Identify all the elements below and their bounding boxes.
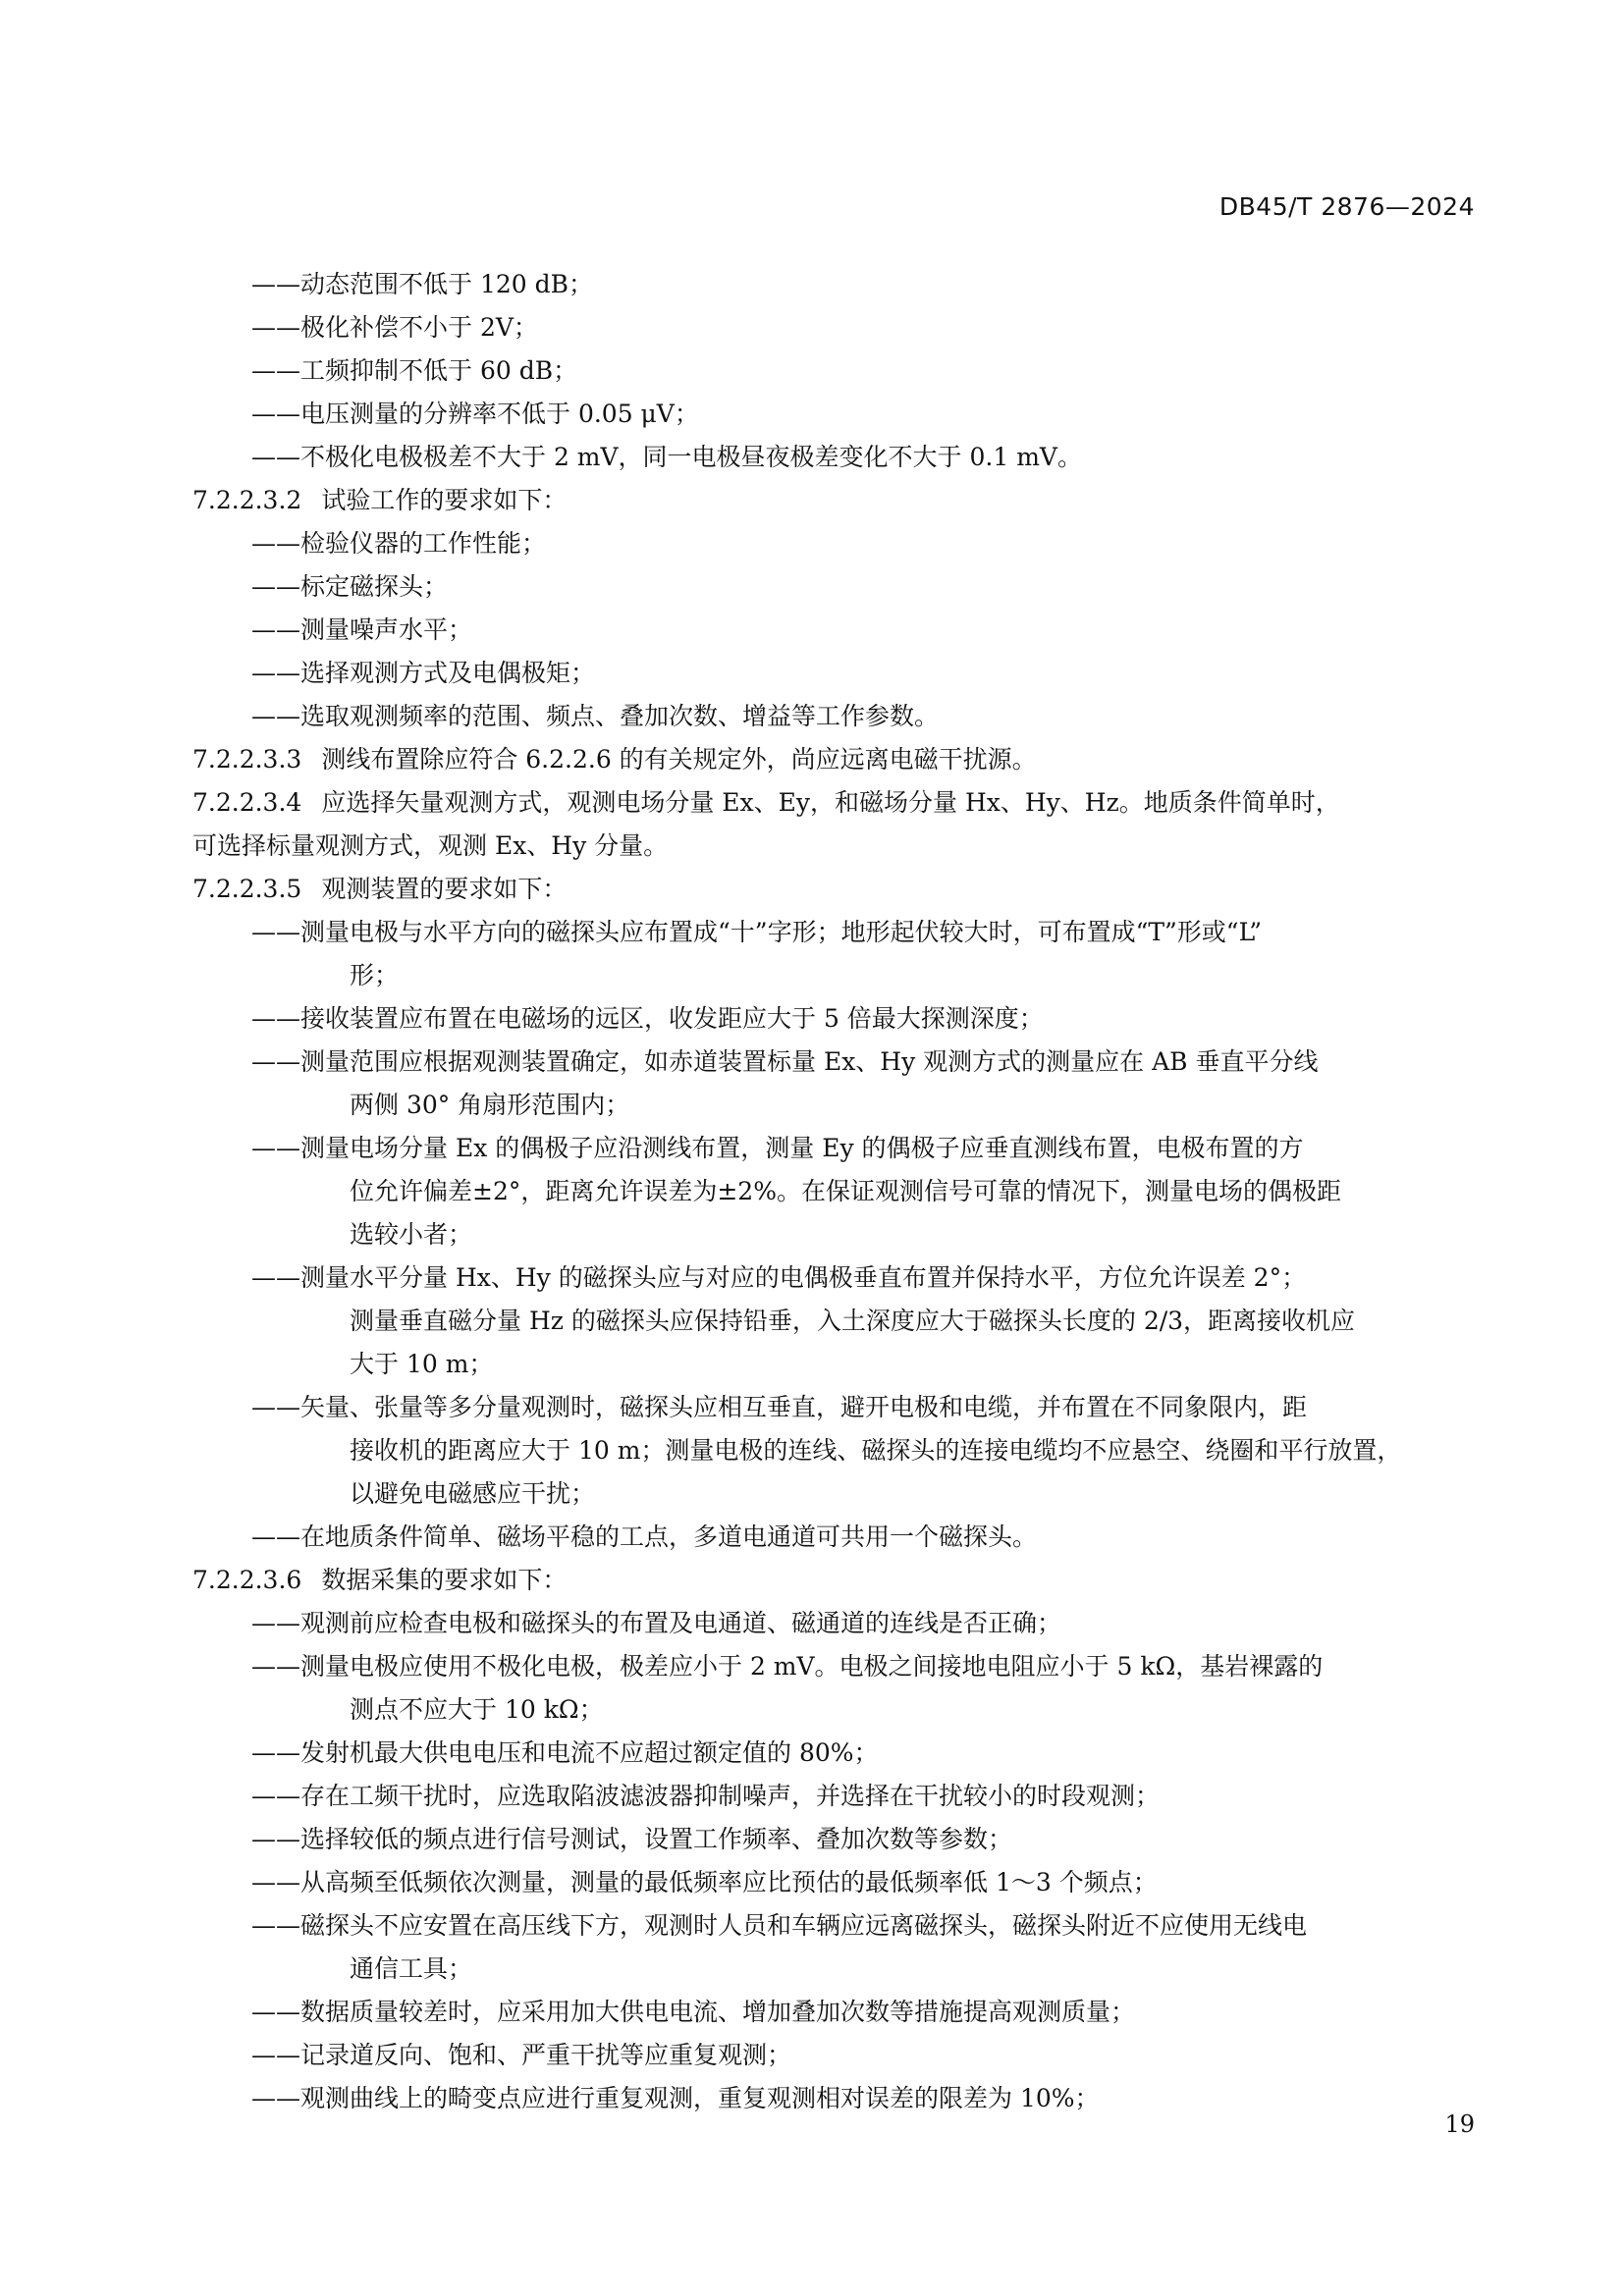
clause-text: 数据采集的要求如下： (321, 1566, 568, 1594)
list-item: ——选取观测频率的范围、频点、叠加次数、增益等工作参数。 (251, 702, 940, 730)
list-item: ——从高频至低频依次测量，测量的最低频率应比预估的最低频率低 1～3 个频点； (251, 1868, 1158, 1896)
list-item-line: ——测量电极与水平方向的磁探头应布置成“十”字形；地形起伏较大时，可布置成“T”形或“L” (251, 918, 1262, 946)
list-item (192, 1256, 1479, 1386)
clause-7-2-2-3-3 (192, 738, 1479, 781)
list-item-continuation: 测量垂直磁分量 Hz 的磁探头应保持铅垂，入土深度应大于磁探头长度的 2/3，距离接收机应 (350, 1307, 1356, 1335)
document-body (192, 263, 1479, 2120)
list-item (192, 1386, 1479, 1516)
clause-number: 7.2.2.3.4 (192, 788, 302, 817)
list-item: ——接收装置应布置在电磁场的远区，收发距应大于 5 倍最大探测深度； (251, 1004, 1044, 1033)
clause-text: 测线布置除应符合 6.2.2.6 的有关规定外，尚应远离电磁干扰源。 (321, 745, 1037, 774)
clause-number: 7.2.2.3.5 (192, 875, 302, 903)
list-item: ——检验仪器的工作性能； (251, 529, 547, 558)
clause-7-2-2-3-6 (192, 1559, 1479, 1602)
list-item: ——动态范围不低于 120 dB； (251, 270, 593, 298)
clause-text: 试验工作的要求如下： (321, 486, 568, 514)
list-item (192, 1645, 1479, 1732)
list-item-line: ——测量范围应根据观测装置确定，如赤道装置标量 Ex、Hy 观测方式的测量应在 AB 垂直平分线 (251, 1047, 1319, 1076)
list-item: ——发射机最大供电电压和电流不应超过额定值的 80%； (251, 1738, 879, 1767)
list-item (192, 1127, 1479, 1256)
clause-text: 观测装置的要求如下： (321, 875, 568, 903)
clause-number: 7.2.2.3.2 (192, 486, 302, 514)
list-item-continuation: 测点不应大于 10 kΩ； (350, 1695, 604, 1724)
list-item (192, 1904, 1479, 1991)
list-item: ——选择观测方式及电偶极矩； (251, 659, 596, 687)
clause-text: 应选择矢量观测方式，观测电场分量 Ex、Ey，和磁场分量 Hx、Hy、Hz。地质条件简单时， (321, 788, 1340, 817)
clause-7-2-2-3-2 (192, 479, 1479, 522)
list-item-continuation: 选较小者； (350, 1220, 473, 1249)
list-item-line: ——磁探头不应安置在高压线下方，观测时人员和车辆应远离磁探头，磁探头附近不应使用无线电 (251, 1911, 1308, 1940)
list-item-continuation: 形； (350, 961, 400, 989)
list-item-line: ——测量电极应使用不极化电极，极差应小于 2 mV。电极之间接地电阻应小于 5 kΩ，基岩裸露的 (251, 1652, 1324, 1681)
clause-number: 7.2.2.3.3 (192, 745, 302, 774)
list-item: ——极化补偿不小于 2V； (251, 313, 538, 342)
clause-7-2-2-3-4 (192, 781, 1479, 825)
list-item-continuation: 两侧 30° 角扇形范围内； (350, 1091, 630, 1119)
list-item-continuation: 通信工具； (350, 1954, 473, 1983)
list-item: ——不极化电极极差不大于 2 mV，同一电极昼夜极差变化不大于 0.1 mV。 (251, 443, 1082, 471)
list-item: ——工频抑制不低于 60 dB； (251, 356, 578, 385)
clause-number: 7.2.2.3.6 (192, 1566, 302, 1594)
list-item: ——存在工频干扰时，应选取陷波滤波器抑制噪声，并选择在干扰较小的时段观测； (251, 1782, 1161, 1810)
list-item (192, 911, 1479, 997)
list-item: ——测量噪声水平； (251, 615, 473, 644)
list-item-continuation: 位允许偏差±2°，距离允许误差为±2%。在保证观测信号可靠的情况下，测量电场的偶极距 (350, 1177, 1341, 1205)
list-item-continuation: 接收机的距离应大于 10 m；测量电极的连线、磁探头的连接电缆均不应悬空、绕圈和平行放置， (350, 1436, 1402, 1465)
document-code: DB45/T 2876—2024 (1218, 192, 1475, 221)
list-item: ——电压测量的分辨率不低于 0.05 μV； (251, 400, 699, 428)
clause-continuation: 可选择标量观测方式，观测 Ex、Hy 分量。 (192, 831, 669, 860)
list-item: ——观测曲线上的畸变点应进行重复观测，重复观测相对误差的限差为 10%； (251, 2084, 1100, 2112)
list-item: ——记录道反向、饱和、严重干扰等应重复观测； (251, 2041, 792, 2069)
clause-7-2-2-3-5 (192, 868, 1479, 911)
list-item-line: ——矢量、张量等多分量观测时，磁探头应相互垂直，避开电极和电缆，并布置在不同象限内，距 (251, 1393, 1308, 1421)
list-item-line: ——测量电场分量 Ex 的偶极子应沿测线布置，测量 Ey 的偶极子应垂直测线布置，电极布置的方 (251, 1134, 1304, 1162)
list-item (192, 1041, 1479, 1127)
list-item-continuation: 大于 10 m； (350, 1350, 494, 1378)
list-item-line: ——测量水平分量 Hx、Hy 的磁探头应与对应的电偶极垂直布置并保持水平，方位允许误差 2°； (251, 1263, 1307, 1292)
list-item: ——标定磁探头； (251, 572, 449, 601)
list-item: ——数据质量较差时，应采用加大供电电流、增加叠加次数等措施提高观测质量； (251, 1998, 1136, 2026)
page-number: 19 (1444, 2110, 1475, 2138)
list-item-continuation: 以避免电磁感应干扰； (350, 1479, 596, 1508)
list-item: ——在地质条件简单、磁场平稳的工点，多道电通道可共用一个磁探头。 (251, 1522, 1038, 1551)
list-item: ——选择较低的频点进行信号测试，设置工作频率、叠加次数等参数； (251, 1825, 1013, 1853)
list-item: ——观测前应检查电极和磁探头的布置及电通道、磁通道的连线是否正确； (251, 1609, 1062, 1637)
